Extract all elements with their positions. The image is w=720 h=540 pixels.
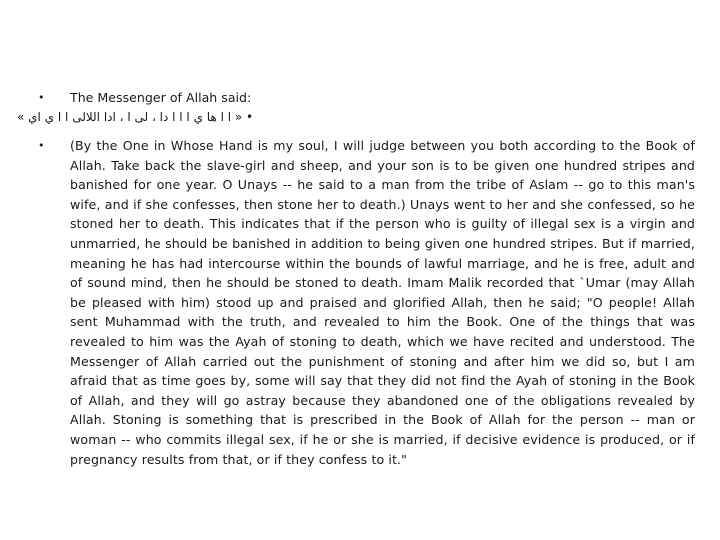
bullet-marker: • xyxy=(38,139,45,152)
heading-text: The Messenger of Allah said: xyxy=(70,90,252,105)
bullet-marker: • xyxy=(38,91,45,104)
arabic-quote-line: « ﺍ ﺍ ﻫﺎ ﻱ ﺍ ﺍ ﺍ ﺩﺍ ، ﻟﻰ ﺍ ، ﺍﺩﺍ ﺍﻟﻠﺎﻟﻰ ﺍ ﺍ ﻱ ﺍﻱ » • xyxy=(17,110,254,124)
body-paragraph: (By the One in Whose Hand is my soul, I will judge between you both according to the Book of Allah. Take back the slave-girl and sheep, and your son is to be given one hundred stripes and banished for one year. O Unays -- he said to a man from the tribe of Aslam -- go to this man's wife, and if she confesses, then stone her to death.) Unays went to her and she confessed, so he stoned her to death. This indicates that if the person who is guilty of illegal sex is a virgin and unmarried, he should be banished in addition to being given one hundred stripes. But if married, meaning he has had intercourse within the bounds of lawful marriage, and he is free, adult and of sound mind, then he should be stoned to death. Imam Malik recorded that `Umar (may Allah be pleased with him) stood up and praised and glorified Allah, then he said; "O people! Allah sent Muhammad with the truth, and revealed to him the Book. One of the things that was revealed to him was the Ayah of stoning to death, which we have recited and understood. The Messenger of Allah carried out the punishment of stoning and after him we did so, but I am afraid that as time goes by, some will say that they did not find the Ayah of stoning in the Book of Allah, and they will go astray because they abandoned one of the obligations revealed by Allah. Stoning is something that is prescribed in the Book of Allah for the person -- man or woman -- who commits illegal sex, if he or she is married, if decisive evidence is produced, or if pregnancy results from that, or if they confess to it." xyxy=(70,138,695,467)
